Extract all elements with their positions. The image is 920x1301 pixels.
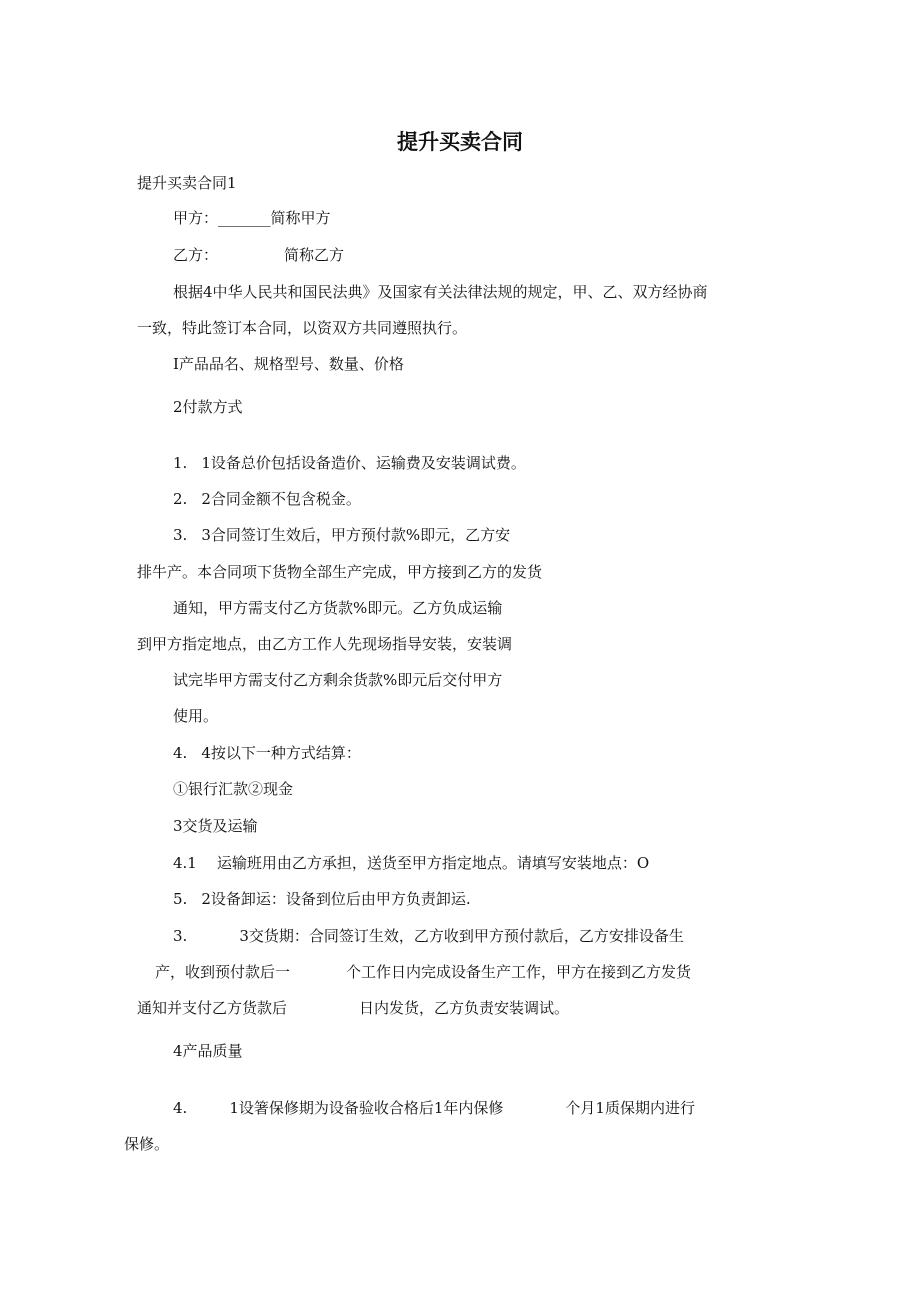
payment-item-4: 4. 4按以下一种方式结算： [173,744,361,762]
party-a-suffix: 简称甲方 [270,209,331,227]
payment-options: ①银行汇款②现金 [173,780,294,798]
quality-item-1: 4. 1设箸保修期为设备验收合格后1年内保修 个月1质保期内进行 [173,1099,695,1117]
list-number: 4.1 [173,854,197,872]
preamble-line-1: 根据4中华人民共和国民法典》及国家有关法律法规的规定，甲、乙、双方经协商 [173,283,708,301]
list-number: 5. [173,890,188,908]
document-title: 提升买卖合同 [397,130,523,154]
preamble-line-2: 一致，特此签订本合同，以资双方共同遵照执行。 [137,319,468,337]
quality-item-1-cont: 保修。 [124,1135,170,1153]
payment-item-3-cont-3: 到甲方指定地点，由乙方工作人先现场指导安装，安装调 [137,635,513,653]
payment-item-3-cont-5: 使用。 [173,707,219,725]
party-b-line [173,245,344,265]
list-number: 3. [173,526,188,544]
list-number: 4. [173,744,188,762]
document-subtitle: 提升买卖合同1 [137,174,237,192]
party-a-line [173,208,331,228]
payment-item-3-cont-1: 排牛产。本合同项下货物全部生产完成，甲方接到乙方的发货 [137,563,543,581]
section-2-heading: 2付款方式 [173,398,243,416]
section-3-heading: 3交货及运输 [173,817,258,835]
payment-item-3-cont-2: 通知，甲方需支付乙方货款%即元。乙方负成运输 [173,599,503,617]
payment-item-1: 1. 1设备总价包括设备造价、运输费及安装调试费。 [173,454,526,472]
section-1-heading: I产品品名、规格型号、数量、价格 [173,355,404,373]
payment-item-3: 3. 3合同签订生效后，甲方预付款%即元，乙方安 [173,526,511,544]
delivery-item-3: 3. 3交货期：合同签订生效，乙方收到甲方预付款后，乙方安排设备生 [173,927,684,945]
party-a-label: 甲方： [173,209,219,227]
delivery-item-1: 4.1 运输班用由乙方承担，送货至甲方指定地点。请填写安装地点：O [173,854,650,872]
list-number: 4. [173,1099,188,1117]
delivery-item-3-cont-1: 产，收到预付款后一 个工作日内完成设备生产工作，甲方在接到乙方发货 [155,963,692,981]
list-number: 1. [173,454,188,472]
delivery-item-3-cont-2: 通知并支付乙方货款后 日内发货，乙方负责安装调试。 [137,999,570,1017]
payment-item-3-cont-4: 试完毕甲方需支付乙方剩余货款%即元后交付甲方 [173,671,503,689]
list-number: 3. [173,927,188,945]
payment-item-2: 2. 2合同金额不包含税金。 [173,490,361,508]
list-number: 2. [173,490,188,508]
section-4-heading: 4产品质量 [173,1042,243,1060]
party-b-suffix: 简称乙方 [284,246,345,264]
delivery-item-2: 5. 2设备卸运：设备到位后由甲方负责卸运. [173,890,471,908]
party-b-label: 乙方： [173,246,219,264]
party-a-blank: _______ [218,209,271,227]
